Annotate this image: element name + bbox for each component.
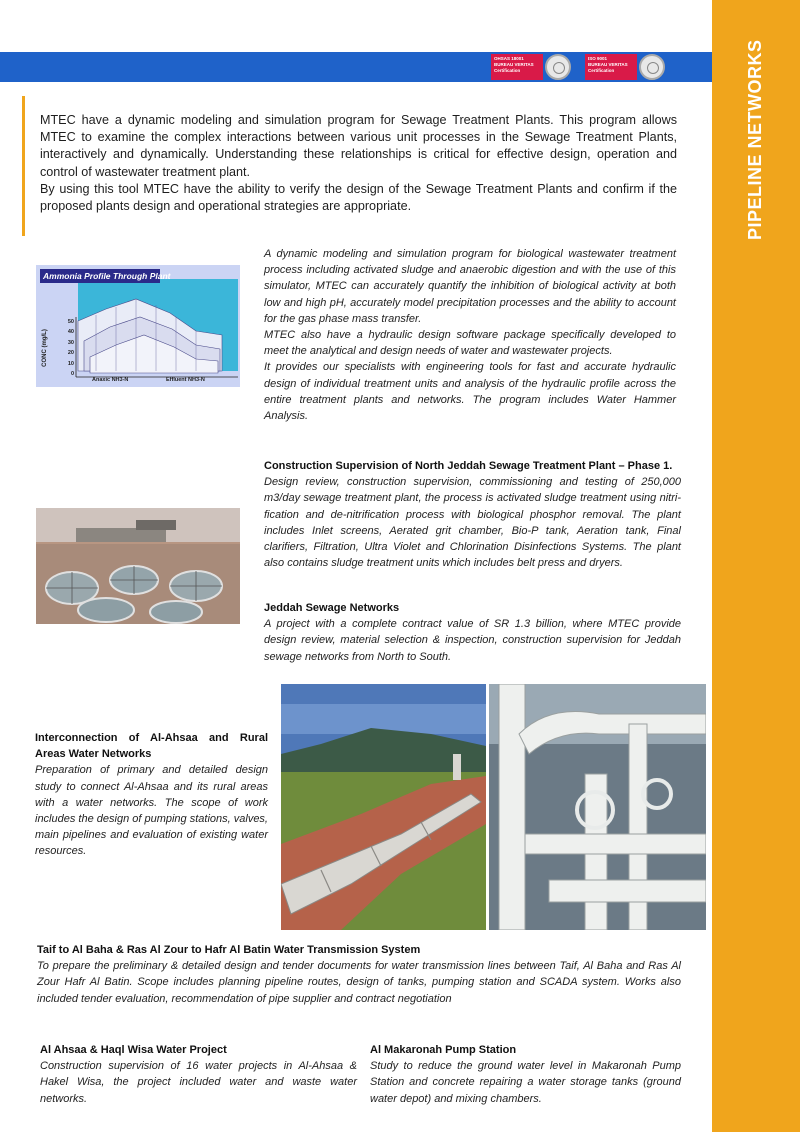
y-tick-label: 50 [67,319,74,325]
project-haql-wisa [40,1042,357,1107]
treatment-plant-photo [36,508,240,624]
bureau-veritas-seal-icon [639,54,665,80]
project-title: Al Ahsaa & Haql Wisa Water Project [40,1044,227,1056]
y-tick-labels [64,317,74,379]
x-tick-label: Effluent NH3-N [166,377,205,383]
project-title: Construction Supervision of North Jeddah Sewage Treatment Plant – Phase 1. [264,460,673,472]
project-jeddah-networks [264,600,681,665]
project-title: Al Makaronah Pump Station [370,1044,517,1056]
section-title: PIPELINE NETWORKS [745,39,765,240]
y-axis-label: CONC (mg/L) [41,329,48,367]
project-makaronah [370,1042,681,1107]
y-tick-label: 20 [67,350,74,357]
modeling-paragraph: A dynamic modeling and simulation program for biological wastewater treatment process including activated sludge and anaerobic digestion and with the use of this simulator, MTEC can accurately quantify the inhibition of biological activity at both low and high pH, accurately model precipitation processes and the ability to account for the gas phase mass transfer. [264,248,676,325]
modeling-paragraph: It provides our specialists with engineering tools for fast and accurate hydraulic design of individual treatment units and analysis of the hydraulic profile across the entire treatment plants and networks. The program includes Water Hammer Analysis. [264,361,676,423]
project-description: Design review, construction supervision, commissioning and testing of 250,000 m3/day sewage treatment plant, the process is activated sludge treatment using nitri-fication and de-nitrification process with biological phosphor removal. The plant includes Inlet screens, Aerated grit chamber, Bio-P tank, Aeration tank, Final clarifiers, Filtration, Ultra Violet and Chlorination Disinfections Systems. The plant also contains sludge treatment units which includes belt press and dryers. [264,476,681,570]
project-title: Interconnection of Al-Ahsaa and Rural Areas Water Networks [35,732,268,761]
project-description: Preparation of primary and detailed design study to connect Al-Ahsaa and its rural areas with a water networks. The scope of work includes the design of pumping stations, valves, main pipelines and evaluation of existing water resources. [35,764,268,858]
modeling-paragraph: MTEC also have a hydraulic design software package specifically developed to meet the analytical and design needs of water and wastewater projects. [264,329,676,358]
y-tick-label: 10 [67,360,74,367]
ammonia-profile-chart [36,265,240,387]
intro-accent-rule [22,96,25,236]
project-description: Study to reduce the ground water level in Makaronah Pump Station and concrete repairing a water storage tanks (ground water depot) and mixing chambers. [370,1060,681,1105]
cert-line: Certification [588,68,615,73]
modeling-text [264,246,676,424]
intro-paragraph: MTEC have a dynamic modeling and simulation program for Sewage Treatment Plants. This program allows MTEC to examine the complex interactions between various unit processes in the Sewage Treatment Plants, interactively and dynamically. Understanding these relationships is critical for effective design, operation and control of wastewater treatment plant. [40,113,677,179]
intro-paragraph: By using this tool MTEC have the ability to verify the design of the Sewage Treatment Plants and confirm if the proposed plants design and operational strategies are appropriate. [40,181,677,214]
cert-line: BUREAU VERITAS [588,62,628,67]
x-tick-label: Anaxic NH3-N [92,377,129,383]
ohsas-certification-badge [491,54,569,80]
project-title: Jeddah Sewage Networks [264,602,400,614]
y-tick-label: 40 [67,329,74,336]
chart-title: Ammonia Profile Through Plant [40,269,160,283]
y-tick-label: 0 [70,371,74,378]
cert-line: ISO 9001 [588,56,608,61]
iso-certification-badge [585,54,663,80]
pipeline-photo [281,684,486,930]
project-description: A project with a complete contract value of SR 1.3 billion, where MTEC provide design review, material selection & inspection, construction supervision for Jeddah sewage networks from North to South. [264,618,681,663]
intro-text [40,112,677,215]
project-description: Construction supervision of 16 water projects in Al-Ahsaa & Hakel Wisa, the project included water and waste water networks. [40,1060,357,1105]
project-alahsaa-interconnection [35,730,268,860]
cert-line: OHSAS 18001 [494,56,524,61]
project-north-jeddah-stp [264,458,681,571]
cert-line: Certification [494,68,521,73]
cert-line: BUREAU VERITAS [494,62,534,67]
pipe-station-photo [489,684,706,930]
project-taif-transmission [37,942,681,1007]
y-tick-label: 30 [67,339,74,346]
project-description: To prepare the preliminary & detailed design and tender documents for water transmission lines between Taif, Al Baha and Ras Al Zour Hafr Al Batin. Scope includes planning pipeline routes, design of tanks, pumping station and SCADA system. Works also included tender evaluation, recommendation of pipe supplier and contract negotiation [37,960,681,1005]
bureau-veritas-seal-icon [545,54,571,80]
project-title: Taif to Al Baha & Ras Al Zour to Hafr Al Batin Water Transmission System [37,944,421,956]
